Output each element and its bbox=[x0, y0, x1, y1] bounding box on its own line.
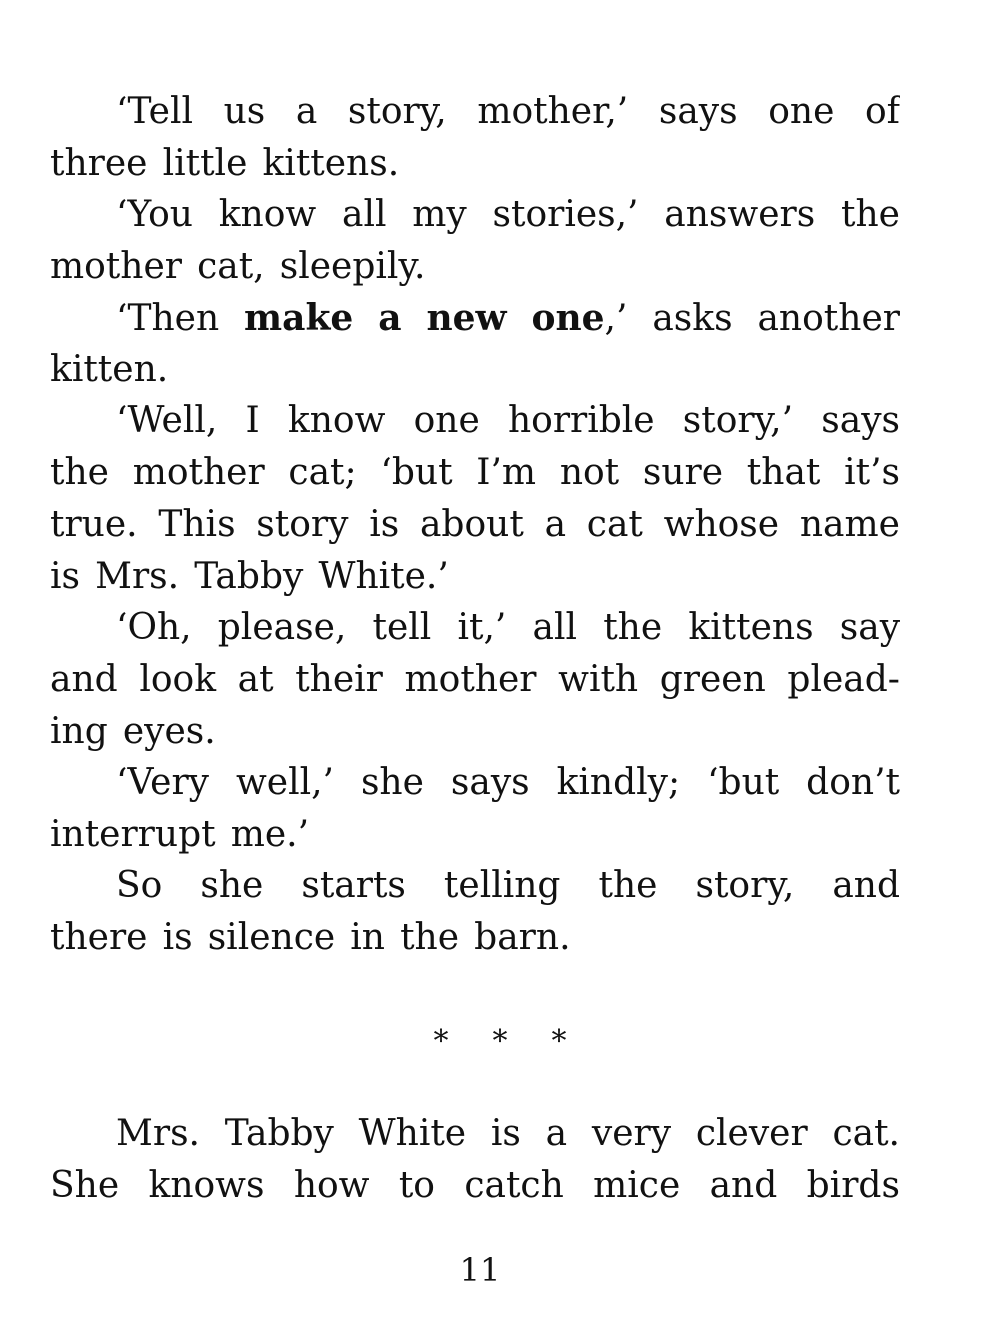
asterisk: * bbox=[433, 1024, 449, 1059]
page-number: 11 bbox=[459, 1251, 501, 1289]
paragraph-5-line-2: and look at their mother with green plead- bbox=[50, 659, 900, 700]
paragraph-6-line-2: interrupt me.’ bbox=[50, 814, 310, 855]
bold-phrase-word: new bbox=[426, 297, 507, 339]
paragraph-1-line-1: ‘Tell us a story, mother,’ says one of bbox=[116, 91, 900, 132]
paragraph-1-line-2: three little kittens. bbox=[50, 143, 400, 184]
paragraph-6-line-1: ‘Very well,’ she says kindly; ‘but don’t bbox=[116, 762, 900, 803]
bold-phrase-word: a bbox=[378, 297, 402, 339]
paragraph-3-line-1: ‘Then make a new one,’ asks another bbox=[116, 297, 900, 339]
continuation-line-1: Mrs. Tabby White is a very clever cat. bbox=[116, 1113, 900, 1154]
paragraph-4-line-4: is Mrs. Tabby White.’ bbox=[50, 556, 449, 597]
continuation-text bbox=[50, 1108, 900, 1218]
story-text bbox=[50, 86, 900, 966]
continuation-line-2: She knows how to catch mice and birds bbox=[50, 1165, 900, 1206]
section-separator bbox=[0, 1022, 1000, 1062]
paragraph-4-line-3: true. This story is about a cat whose name bbox=[50, 504, 900, 545]
paragraph-5-line-3: ing eyes. bbox=[50, 711, 216, 752]
paragraph-4-line-2: the mother cat; ‘but I’m not sure that it’s bbox=[50, 452, 900, 493]
paragraph-2-line-2: mother cat, sleepily. bbox=[50, 246, 426, 287]
paragraph-7-line-2: there is silence in the barn. bbox=[50, 917, 571, 958]
bold-one-word: one,’ bbox=[531, 297, 628, 339]
asterisk: * bbox=[492, 1024, 508, 1059]
paragraph-4-line-1: ‘Well, I know one horrible story,’ says bbox=[116, 400, 900, 441]
paragraph-5-line-1: ‘Oh, please, tell it,’ all the kittens say bbox=[116, 607, 900, 648]
paragraph-7-line-1: So she starts telling the story, and bbox=[116, 865, 900, 906]
bold-phrase-word: make bbox=[244, 297, 354, 339]
asterisk: * bbox=[551, 1024, 567, 1059]
paragraph-2-line-1: ‘You know all my stories,’ answers the bbox=[116, 194, 900, 235]
paragraph-3-line-2: kitten. bbox=[50, 349, 169, 390]
